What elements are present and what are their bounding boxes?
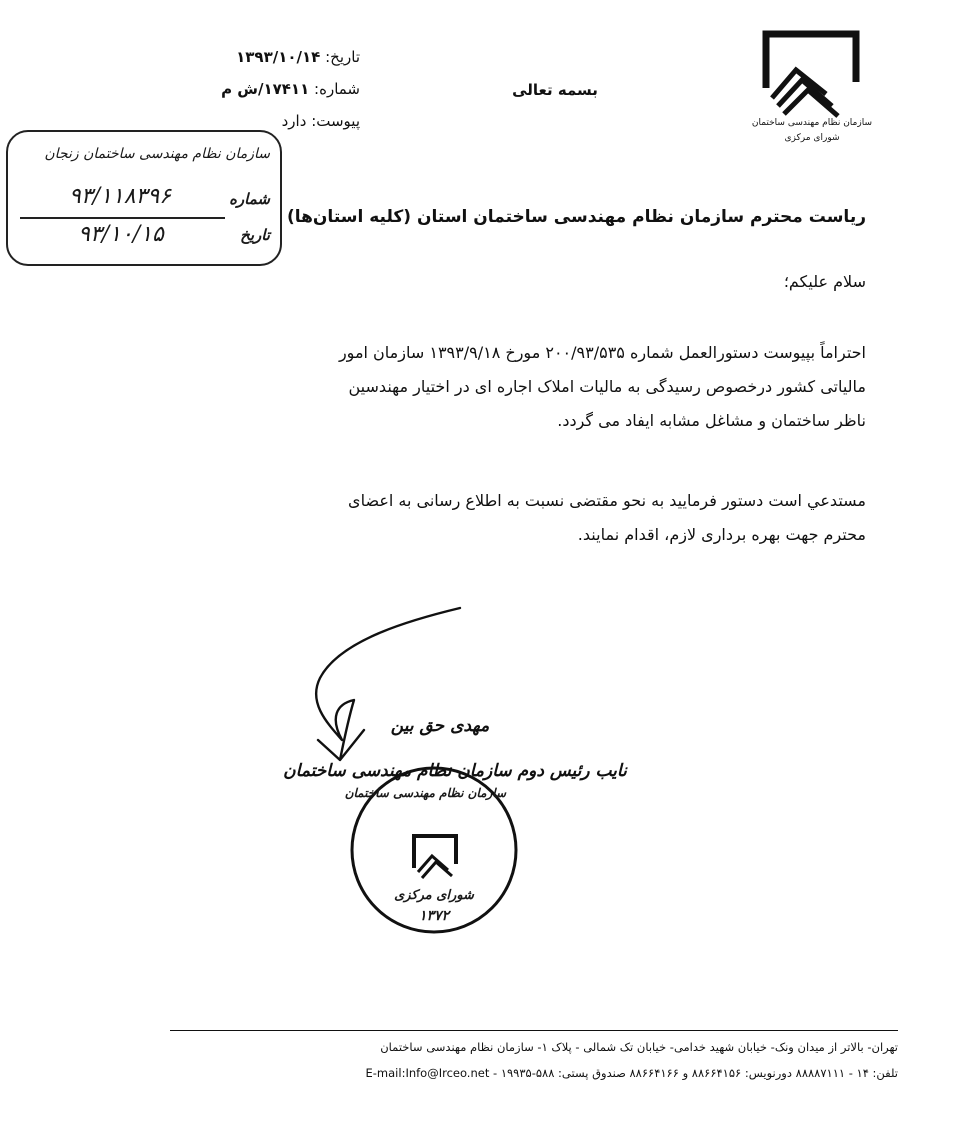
footer-contact: تلفن: ۱۴ - ۸۸۸۸۷۱۱۱ دورنویس: ۸۸۶۶۴۱۵۶ و ۸۸۶۶۴۱۶۶ صندوق پستی: ۵۸۸-۱۹۹۳۵ - E-mail:Info@Irceo.net: [365, 1066, 898, 1080]
date-label: تاریخ:: [325, 48, 360, 66]
paragraph-1-line-1: احتراماً بپیوست دستورالعمل شماره ۲۰۰/۹۳/۵۳۵ مورخ ۱۳۹۳/۹/۱۸ سازمان امور: [338, 343, 866, 362]
stamp-divider: [20, 217, 225, 219]
seal-year: ۱۳۷۲: [418, 908, 450, 924]
number-line: [200, 80, 360, 98]
attachment-label: پیوست:: [311, 112, 360, 130]
signatory-title: نایب رئیس دوم سازمان نظام مهندسی ساختمان: [283, 761, 627, 781]
paragraph-1: [216, 336, 866, 438]
org-logo-icon: [752, 20, 872, 120]
footer-divider: [170, 1030, 898, 1031]
recipient-line: ریاست محترم سازمان نظام مهندسی ساختمان استان (کلیه استان‌ها): [286, 207, 866, 227]
registration-stamp: [6, 130, 282, 266]
seal-org-text: سازمان نظام مهندسی ساختمان: [344, 786, 506, 800]
paragraph-1-line-3: ناظر ساختمان و مشاغل مشابه ایفاد می گردد.: [557, 411, 866, 430]
footer-address: تهران- بالاتر از میدان ونک- خیابان شهید خدامی- خیابان تک شمالی - پلاک ۱- سازمان نظام مهندسی ساختمان: [380, 1040, 898, 1054]
number-value: ۱۷۴۱۱/ش م: [221, 80, 310, 98]
org-logo: [752, 20, 872, 150]
paragraph-1-line-2: مالیاتی کشور درخصوص رسیدگی به مالیات املاک اجاره ای در اختیار مهندسین: [348, 377, 866, 396]
signatory-name: مهدی حق بین: [390, 716, 490, 736]
paragraph-2-line-1: مستدعي است دستور فرمایید به نحو مقتضی نسبت به اطلاع رسانی به اعضای: [348, 491, 866, 510]
number-label: شماره:: [314, 80, 360, 98]
date-value: ۱۳۹۳/۱۰/۱۴: [236, 48, 321, 66]
stamp-date-label: تاریخ: [240, 226, 270, 244]
date-line: [200, 48, 360, 66]
attachment-line: [200, 112, 360, 130]
logo-org-name: سازمان نظام مهندسی ساختمان: [751, 118, 872, 128]
greeting: سلام علیکم؛: [783, 272, 866, 291]
paragraph-2: [216, 484, 866, 552]
official-seal: [344, 760, 524, 940]
logo-council: شورای مرکزی: [784, 133, 840, 143]
stamp-number-label: شماره: [229, 190, 270, 208]
basmala: بسمه تعالی: [512, 81, 598, 99]
stamp-org-line: سازمان نظام مهندسی ساختمان زنجان: [44, 146, 270, 162]
paragraph-2-line-2: محترم جهت بهره برداری لازم، اقدام نمایند.: [577, 525, 866, 544]
handwritten-signature: [300, 600, 500, 780]
seal-council: شورای مرکزی: [394, 888, 474, 903]
stamp-date-value: ۹۳/۱۰/۱۵: [78, 222, 164, 247]
attachment-value: دارد: [281, 112, 307, 130]
stamp-number-value: ۹۳/۱۱۸۳۹۶: [69, 184, 171, 209]
